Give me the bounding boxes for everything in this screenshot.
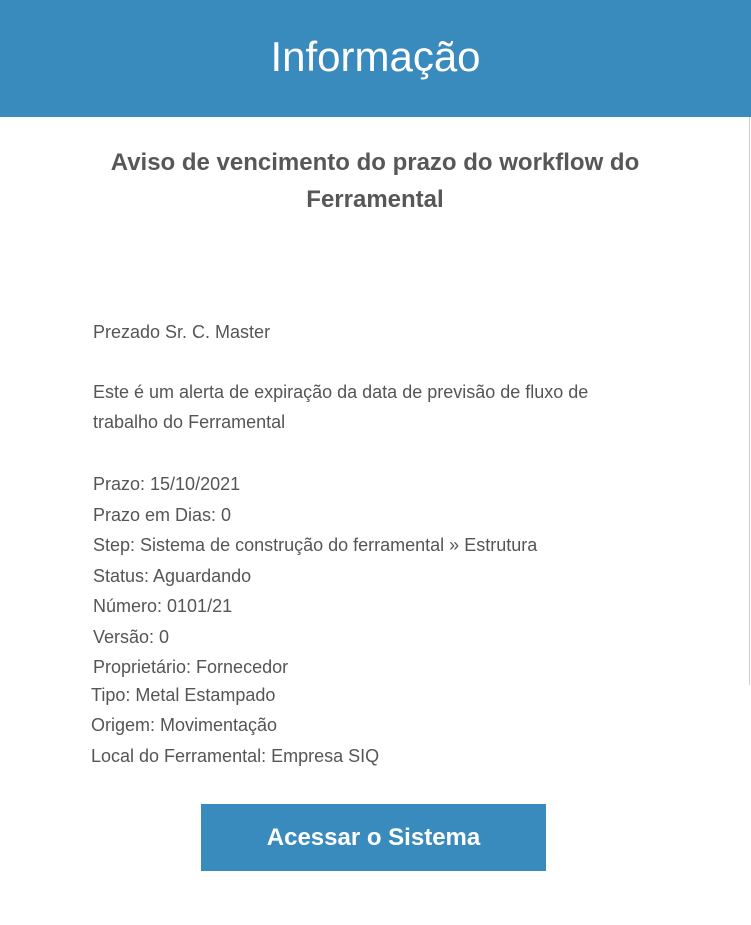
- field-origem: Origem: Movimentação: [91, 715, 278, 735]
- field-step: Step: Sistema de construção do ferramental » Estrutura: [93, 535, 538, 555]
- field-status: Status: Aguardando: [93, 566, 252, 586]
- header-banner: [0, 0, 751, 117]
- field-local: Local do Ferramental: Empresa SIQ: [91, 746, 380, 766]
- field-versao: Versão: 0: [93, 627, 170, 647]
- field-numero: Número: 0101/21: [93, 596, 233, 616]
- field-tipo: Tipo: Metal Estampado: [91, 685, 276, 705]
- header-title: Informação: [270, 32, 481, 80]
- email-subject: Aviso de vencimento do prazo do workflow do Ferramental: [110, 149, 640, 213]
- intro-text: Este é um alerta de expiração da data de previsão de fluxo de trabalho do Ferramental: [93, 382, 589, 432]
- greeting-text: Prezado Sr. C. Master: [93, 322, 271, 342]
- field-proprietario: Proprietário: Fornecedor: [93, 657, 289, 677]
- access-system-button[interactable]: Acessar o Sistema: [201, 804, 546, 871]
- field-prazo: Prazo: 15/10/2021: [93, 474, 241, 494]
- content-border: [749, 117, 750, 685]
- field-prazo-em-dias: Prazo em Dias: 0: [93, 505, 232, 525]
